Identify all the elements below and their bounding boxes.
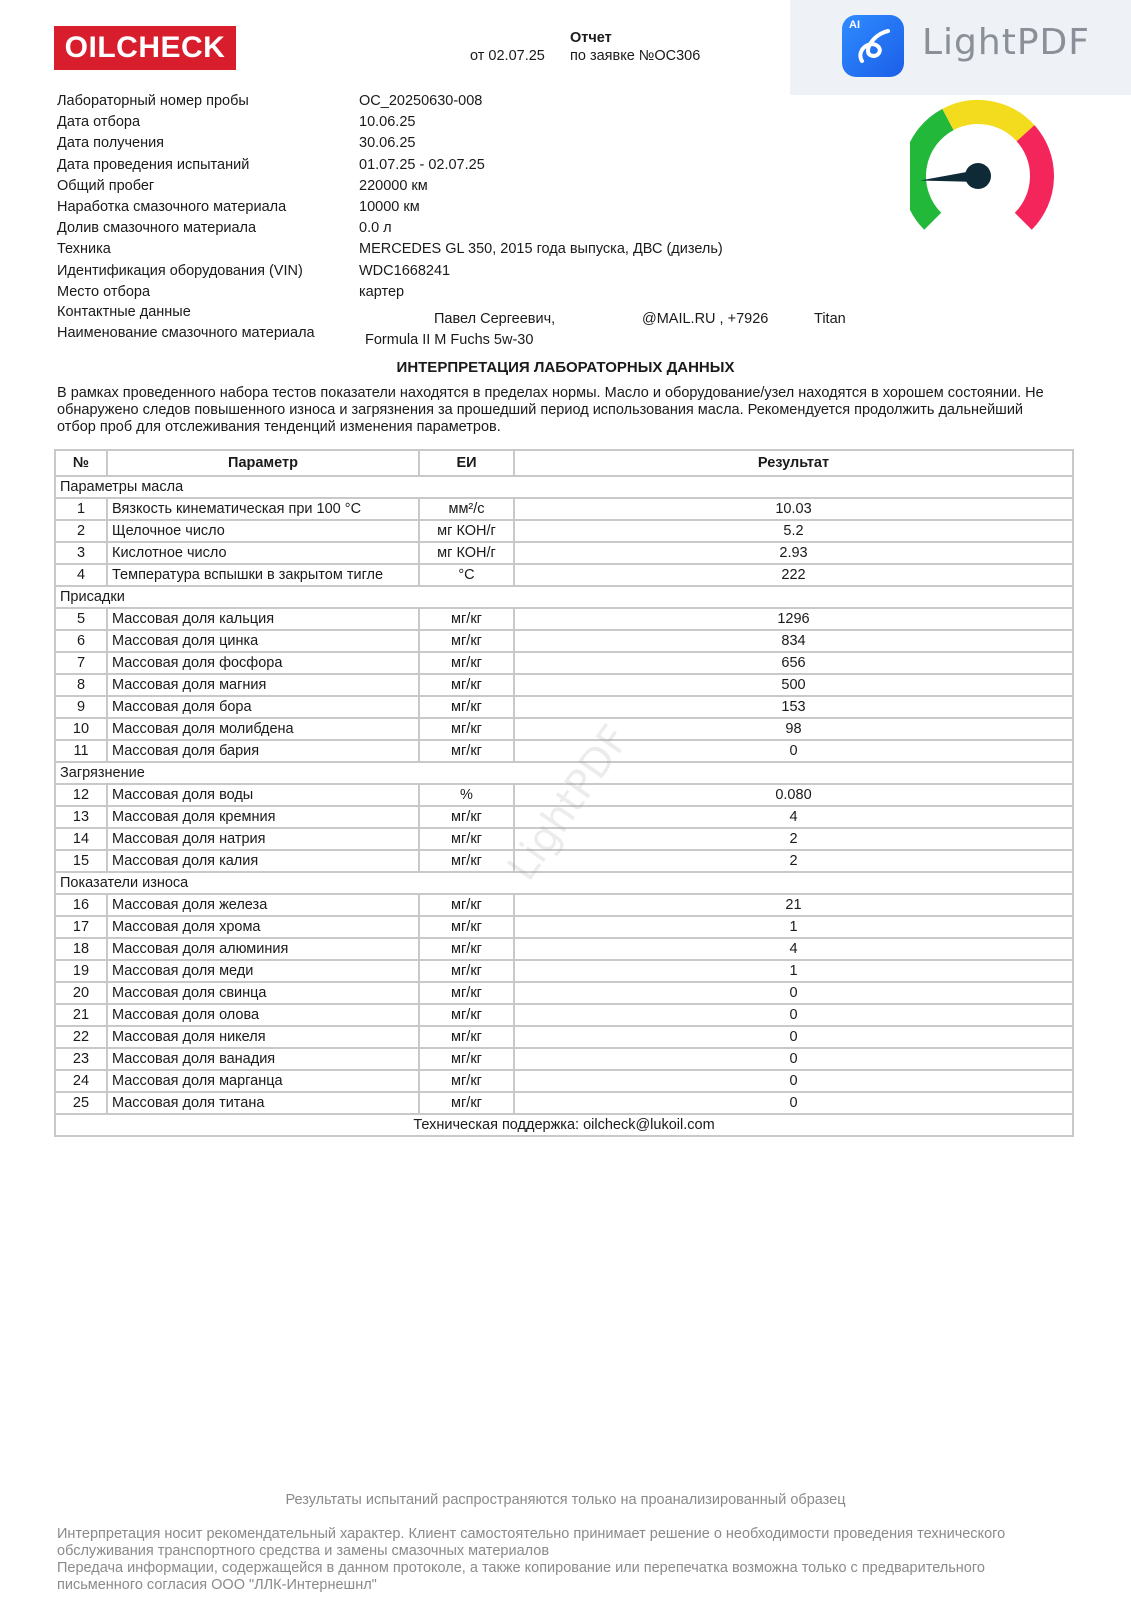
row-unit: мг КОН/г [419, 520, 514, 542]
info-value: 30.06.25 [359, 135, 416, 152]
row-parameter: Массовая доля хрома [107, 916, 419, 938]
row-unit: мм²/с [419, 498, 514, 520]
group-title: Параметры масла [55, 476, 1073, 498]
condition-gauge [910, 96, 1070, 236]
contact-name: Павел Сергеевич, [434, 311, 556, 327]
info-value: 220000 км [359, 177, 428, 194]
row-number: 10 [55, 718, 107, 740]
group-title: Присадки [55, 586, 1073, 608]
support-contact: Техническая поддержка: oilcheck@lukoil.com [55, 1114, 1073, 1136]
interpretation-text: В рамках проведенного набора тестов показатели находятся в пределах нормы. Масло и оборудование/узел находятся в хорошем состоянии. Не обнаружено следов повышенного износа и загрязнения за прошедший период использования масла. Рекомендуется продолжить дальнейший отбор проб для отслеживания тенденций изменения параметров. [57, 385, 1044, 435]
row-result: 10.03 [514, 498, 1073, 520]
row-parameter: Щелочное число [107, 520, 419, 542]
oilcheck-logo: OILCHECK [54, 26, 236, 70]
row-result: 2 [514, 828, 1073, 850]
interpretation-title: ИНТЕРПРЕТАЦИЯ ЛАБОРАТОРНЫХ ДАННЫХ [396, 359, 735, 376]
report-order: по заявке №OC306 [570, 48, 701, 64]
row-result: 2 [514, 850, 1073, 872]
row-unit: мг/кг [419, 982, 514, 1004]
footer-recommendation: Интерпретация носит рекомендательный характер. Клиент самостоятельно принимает решение о необходимости проведения технического обслуживания транспортного средства и замены смазочных материалов [57, 1526, 1006, 1559]
table-row [55, 850, 1073, 872]
row-number: 11 [55, 740, 107, 762]
row-result: 834 [514, 630, 1073, 652]
row-parameter: Массовая доля меди [107, 960, 419, 982]
support-row [55, 1114, 1073, 1136]
row-unit: мг/кг [419, 674, 514, 696]
row-parameter: Массовая доля бора [107, 696, 419, 718]
row-number: 18 [55, 938, 107, 960]
table-row [55, 652, 1073, 674]
row-result: 0 [514, 1092, 1073, 1114]
table-row [55, 894, 1073, 916]
row-unit: мг КОН/г [419, 542, 514, 564]
row-number: 20 [55, 982, 107, 1004]
row-unit: мг/кг [419, 608, 514, 630]
group-row [55, 476, 1073, 498]
row-result: 21 [514, 894, 1073, 916]
table-row [55, 564, 1073, 586]
row-parameter: Массовая доля молибдена [107, 718, 419, 740]
group-row [55, 872, 1073, 894]
row-number: 2 [55, 520, 107, 542]
row-unit: мг/кг [419, 938, 514, 960]
info-value: MERCEDES GL 350, 2015 года выпуска, ДВС (дизель) [359, 241, 723, 258]
row-number: 8 [55, 674, 107, 696]
row-result: 4 [514, 938, 1073, 960]
row-parameter: Вязкость кинематическая при 100 °С [107, 498, 419, 520]
info-value: OC_20250630-008 [359, 93, 483, 109]
info-label: Идентификация оборудования (VIN) [57, 262, 303, 279]
row-parameter: Массовая доля бария [107, 740, 419, 762]
row-parameter: Массовая доля калия [107, 850, 419, 872]
table-row [55, 608, 1073, 630]
row-unit: мг/кг [419, 652, 514, 674]
row-parameter: Кислотное число [107, 542, 419, 564]
info-label: Лабораторный номер пробы [57, 93, 249, 109]
row-unit: °C [419, 564, 514, 586]
row-unit: мг/кг [419, 1092, 514, 1114]
row-result: 0 [514, 740, 1073, 762]
row-parameter: Массовая доля магния [107, 674, 419, 696]
info-value: 0.0 л [359, 220, 392, 237]
contact-email-phone: @MAIL.RU , +7926 [642, 311, 769, 327]
row-result: 0 [514, 982, 1073, 1004]
info-label: Дата получения [57, 135, 165, 152]
row-result: 0 [514, 1070, 1073, 1092]
row-result: 153 [514, 696, 1073, 718]
report-date: от 02.07.25 [470, 48, 545, 64]
row-result: 1296 [514, 608, 1073, 630]
row-number: 13 [55, 806, 107, 828]
row-result: 0 [514, 1026, 1073, 1048]
row-number: 4 [55, 564, 107, 586]
row-result: 5.2 [514, 520, 1073, 542]
lightpdf-app-icon [842, 15, 904, 77]
row-number: 24 [55, 1070, 107, 1092]
row-number: 19 [55, 960, 107, 982]
info-label: Место отбора [57, 283, 151, 300]
lightpdf-wordmark: LightPDF [922, 22, 1090, 63]
row-unit: мг/кг [419, 960, 514, 982]
info-value: 01.07.25 - 02.07.25 [359, 156, 485, 173]
col-header-unit: ЕИ [419, 450, 514, 476]
lightpdf-watermark [790, 0, 1131, 95]
table-row [55, 960, 1073, 982]
gauge-yellow-segment [948, 112, 1026, 133]
row-result: 1 [514, 960, 1073, 982]
footer-copyright: Передача информации, содержащейся в данном протоколе, а также копирование или перепечатка возможна только с предварительного письменного согласия ООО "ЛЛК-Интернешнл" [57, 1560, 985, 1593]
row-unit: мг/кг [419, 806, 514, 828]
row-result: 500 [514, 674, 1073, 696]
info-value: 10000 км [359, 199, 420, 215]
row-result: 0 [514, 1048, 1073, 1070]
info-label: Долив смазочного материала [57, 220, 257, 237]
lubricant-value: Formula II M Fuchs 5w-30 [365, 332, 534, 348]
table-header-row [55, 450, 1073, 476]
row-parameter: Температура вспышки в закрытом тигле [107, 564, 419, 586]
info-label: Общий пробег [57, 177, 155, 194]
table-row [55, 498, 1073, 520]
table-row [55, 696, 1073, 718]
table-row [55, 740, 1073, 762]
row-number: 25 [55, 1092, 107, 1114]
row-number: 17 [55, 916, 107, 938]
row-parameter: Массовая доля кальция [107, 608, 419, 630]
contact-label: Контактные данные [57, 304, 191, 320]
row-parameter: Массовая доля марганца [107, 1070, 419, 1092]
row-parameter: Массовая доля кремния [107, 806, 419, 828]
row-parameter: Массовая доля титана [107, 1092, 419, 1114]
row-number: 22 [55, 1026, 107, 1048]
row-result: 2.93 [514, 542, 1073, 564]
row-unit: мг/кг [419, 1048, 514, 1070]
table-row [55, 1070, 1073, 1092]
table-row [55, 916, 1073, 938]
group-title: Показатели износа [55, 872, 1073, 894]
table-row [55, 542, 1073, 564]
row-parameter: Массовая доля натрия [107, 828, 419, 850]
row-unit: мг/кг [419, 894, 514, 916]
row-result: 0 [514, 1004, 1073, 1026]
row-parameter: Массовая доля ванадия [107, 1048, 419, 1070]
diagonal-watermark: LightPDF [499, 716, 639, 890]
row-number: 6 [55, 630, 107, 652]
table-row [55, 630, 1073, 652]
col-header-num: № [55, 450, 107, 476]
col-header-result: Результат [514, 450, 1073, 476]
row-number: 23 [55, 1048, 107, 1070]
row-unit: мг/кг [419, 696, 514, 718]
report-title: Отчет [570, 30, 612, 46]
ai-badge: AI [849, 19, 860, 31]
gauge-green-segment [914, 119, 948, 221]
group-title: Загрязнение [55, 762, 1073, 784]
row-number: 21 [55, 1004, 107, 1026]
info-label: Техника [57, 241, 111, 258]
row-number: 14 [55, 828, 107, 850]
table-row [55, 1092, 1073, 1114]
table-row [55, 718, 1073, 740]
row-result: 0.080 [514, 784, 1073, 806]
lubricant-label: Наименование смазочного материала [57, 325, 315, 341]
row-parameter: Массовая доля железа [107, 894, 419, 916]
info-value: WDC1668241 [359, 262, 451, 279]
row-number: 5 [55, 608, 107, 630]
info-label: Дата отбора [57, 114, 141, 131]
row-result: 656 [514, 652, 1073, 674]
row-number: 9 [55, 696, 107, 718]
row-unit: мг/кг [419, 740, 514, 762]
row-number: 12 [55, 784, 107, 806]
gauge-needle-hub [965, 163, 991, 189]
row-unit: мг/кг [419, 1070, 514, 1092]
info-label: Наработка смазочного материала [57, 199, 287, 215]
row-parameter: Массовая доля алюминия [107, 938, 419, 960]
row-number: 15 [55, 850, 107, 872]
row-parameter: Массовая доля свинца [107, 982, 419, 1004]
row-number: 16 [55, 894, 107, 916]
col-header-param: Параметр [107, 450, 419, 476]
row-unit: мг/кг [419, 1026, 514, 1048]
table-row [55, 938, 1073, 960]
row-unit: мг/кг [419, 630, 514, 652]
row-result: 4 [514, 806, 1073, 828]
contact-tag: Titan [814, 311, 846, 327]
table-row [55, 1026, 1073, 1048]
table-row [55, 982, 1073, 1004]
table-row [55, 1048, 1073, 1070]
row-result: 222 [514, 564, 1073, 586]
table-row [55, 1004, 1073, 1026]
row-parameter: Массовая доля цинка [107, 630, 419, 652]
row-parameter: Массовая доля воды [107, 784, 419, 806]
row-unit: мг/кг [419, 718, 514, 740]
row-result: 1 [514, 916, 1073, 938]
row-parameter: Массовая доля фосфора [107, 652, 419, 674]
footer-notes [57, 1526, 1067, 1594]
info-value: картер [359, 283, 405, 300]
group-row [55, 586, 1073, 608]
row-unit: мг/кг [419, 828, 514, 850]
row-unit: % [419, 784, 514, 806]
info-value: 10.06.25 [359, 114, 416, 131]
row-number: 7 [55, 652, 107, 674]
footer-disclaimer: Результаты испытаний распространяются только на проанализированный образец [285, 1492, 846, 1508]
row-unit: мг/кг [419, 916, 514, 938]
table-row [55, 674, 1073, 696]
row-number: 3 [55, 542, 107, 564]
gauge-red-segment [1023, 133, 1042, 221]
row-unit: мг/кг [419, 850, 514, 872]
info-label: Дата проведения испытаний [57, 156, 250, 173]
table-row [55, 520, 1073, 542]
row-unit: мг/кг [419, 1004, 514, 1026]
row-parameter: Массовая доля олова [107, 1004, 419, 1026]
row-number: 1 [55, 498, 107, 520]
row-result: 98 [514, 718, 1073, 740]
row-parameter: Массовая доля никеля [107, 1026, 419, 1048]
